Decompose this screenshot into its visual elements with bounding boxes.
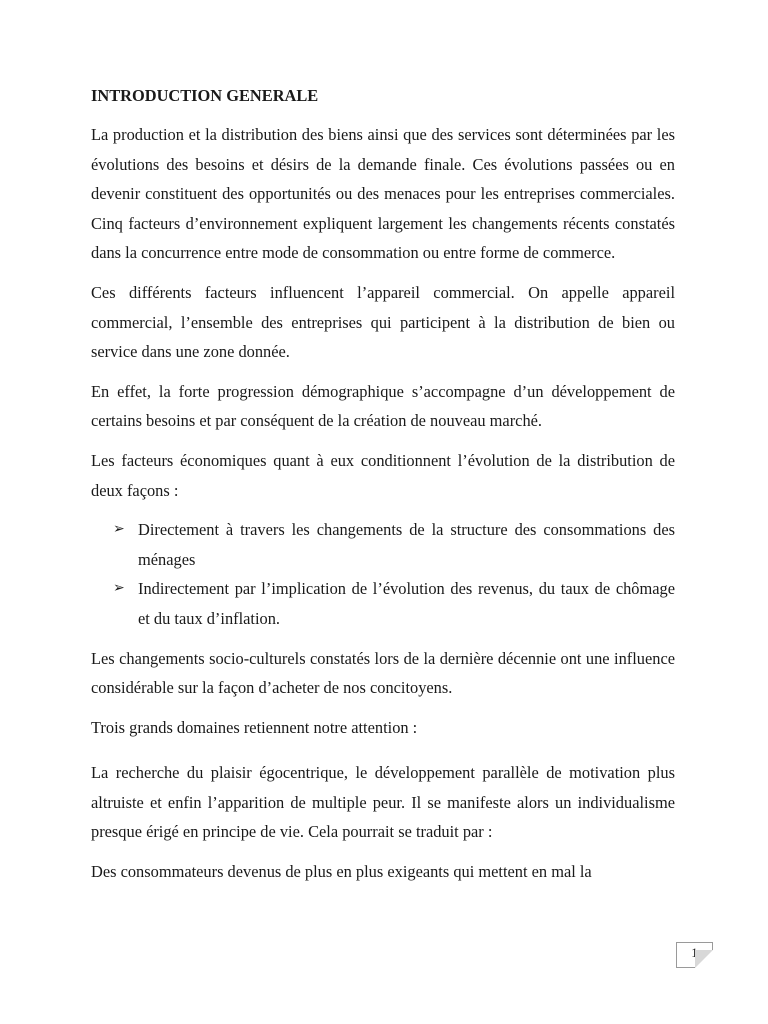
document-title: INTRODUCTION GENERALE — [91, 86, 319, 105]
page-number: 1 — [691, 945, 698, 960]
arrow-bullet-icon: ➢ — [113, 580, 125, 597]
arrow-bullet-icon: ➢ — [113, 521, 125, 538]
paragraph: Les changements socio-culturels constatés lors de la dernière décennie ont une influence considérable sur la façon d’acheter de nos concitoyens. — [91, 648, 675, 698]
paragraph: Ces différents facteurs influencent l’appareil commercial. On appelle appareil commercial, l’ensemble des entreprises qui participent à la distribution de bien ou service dans une zone donnée. — [91, 282, 675, 362]
page-curl-icon — [695, 950, 713, 968]
bullet-item — [91, 515, 675, 574]
document-page — [91, 86, 675, 897]
paragraph: Des consommateurs devenus de plus en plus exigeants qui mettent en mal la — [91, 862, 592, 882]
paragraph: Les facteurs économiques quant à eux conditionnent l’évolution de la distribution de deux façons : — [91, 450, 675, 500]
bullet-item — [91, 574, 675, 633]
bullet-text: Directement à travers les changements de la structure des consommations des ménages — [138, 520, 675, 569]
page-number-box — [676, 942, 713, 968]
paragraph: En effet, la forte progression démographique s’accompagne d’un développement de certains besoins et par conséquent de la création de nouveau marché. — [91, 381, 675, 431]
paragraph: Trois grands domaines retiennent notre attention : — [91, 717, 418, 737]
paragraph: La production et la distribution des biens ainsi que des services sont déterminées par les évolutions des besoins et désirs de la demande finale. Ces évolutions passées ou en devenir constituent des opportunités ou des menaces pour les entreprises commerciales. Cinq facteurs d’environnement expliquent largement les changements récents constatés dans la concurrence entre mode de consommation ou entre forme de commerce. — [91, 125, 675, 263]
bullet-list — [91, 515, 675, 633]
paragraph: La recherche du plaisir égocentrique, le développement parallèle de motivation plus altruiste et enfin l’apparition de multiple peur. Il se manifeste alors un individualisme presque érigé en principe de vie. Cela pourrait se traduit par : — [91, 763, 675, 842]
bullet-text: Indirectement par l’implication de l’évolution des revenus, du taux de chômage et du taux d’inflation. — [138, 579, 675, 628]
